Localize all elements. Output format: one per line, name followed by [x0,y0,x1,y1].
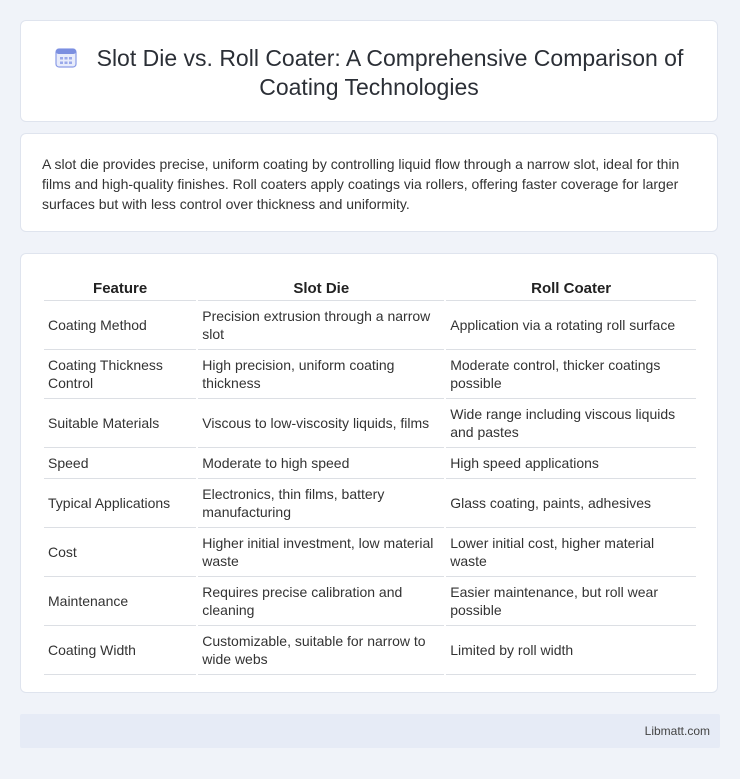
slot-die-cell: Requires precise calibration and cleaning [198,577,444,626]
table-row [44,448,696,479]
feature-cell: Suitable Materials [44,399,196,448]
feature-cell: Coating Method [44,301,196,350]
table-row [44,528,696,577]
table-header-row [44,275,696,301]
summary-card [20,133,718,232]
roll-coater-cell: High speed applications [446,448,696,479]
slot-die-cell: Customizable, suitable for narrow to wide webs [198,626,444,675]
table-row [44,301,696,350]
roll-coater-cell: Limited by roll width [446,626,696,675]
slot-die-cell: Moderate to high speed [198,448,444,479]
calendar-icon [55,46,77,68]
page-title: Slot Die vs. Roll Coater: A Comprehensive Comparison of Coating Technologies [96,45,684,100]
summary-text: A slot die provides precise, uniform coating by controlling liquid flow through a narrow slot, ideal for thin films and high-quality finishes. Roll coaters apply coatings via rollers, offering faster coverage for larger surfaces but with less control over thickness and uniformity. [42,156,680,212]
roll-coater-cell: Application via a rotating roll surface [446,301,696,350]
slot-die-cell: Electronics, thin films, battery manufacturing [198,479,444,528]
roll-coater-cell: Wide range including viscous liquids and pastes [446,399,696,448]
roll-coater-cell: Lower initial cost, higher material waste [446,528,696,577]
footer [20,714,720,748]
comparison-table-card [20,253,718,693]
comparison-table [42,275,698,675]
feature-cell: Maintenance [44,577,196,626]
slot-die-cell: Precision extrusion through a narrow slot [198,301,444,350]
page-title-block [21,44,717,102]
column-header-roll-coater: Roll Coater [446,275,696,301]
roll-coater-cell: Glass coating, paints, adhesives [446,479,696,528]
feature-cell: Coating Thickness Control [44,350,196,399]
footer-brand-link[interactable]: Libmatt.com [644,724,710,738]
table-row [44,479,696,528]
column-header-slot-die: Slot Die [198,275,444,301]
slot-die-cell: Viscous to low-viscosity liquids, films [198,399,444,448]
feature-cell: Coating Width [44,626,196,675]
table-row [44,577,696,626]
table-row [44,626,696,675]
slot-die-cell: Higher initial investment, low material waste [198,528,444,577]
table-row [44,399,696,448]
slot-die-cell: High precision, uniform coating thickness [198,350,444,399]
roll-coater-cell: Easier maintenance, but roll wear possible [446,577,696,626]
table-row [44,350,696,399]
feature-cell: Typical Applications [44,479,196,528]
roll-coater-cell: Moderate control, thicker coatings possible [446,350,696,399]
column-header-feature: Feature [44,275,196,301]
title-card [20,20,718,122]
feature-cell: Speed [44,448,196,479]
feature-cell: Cost [44,528,196,577]
